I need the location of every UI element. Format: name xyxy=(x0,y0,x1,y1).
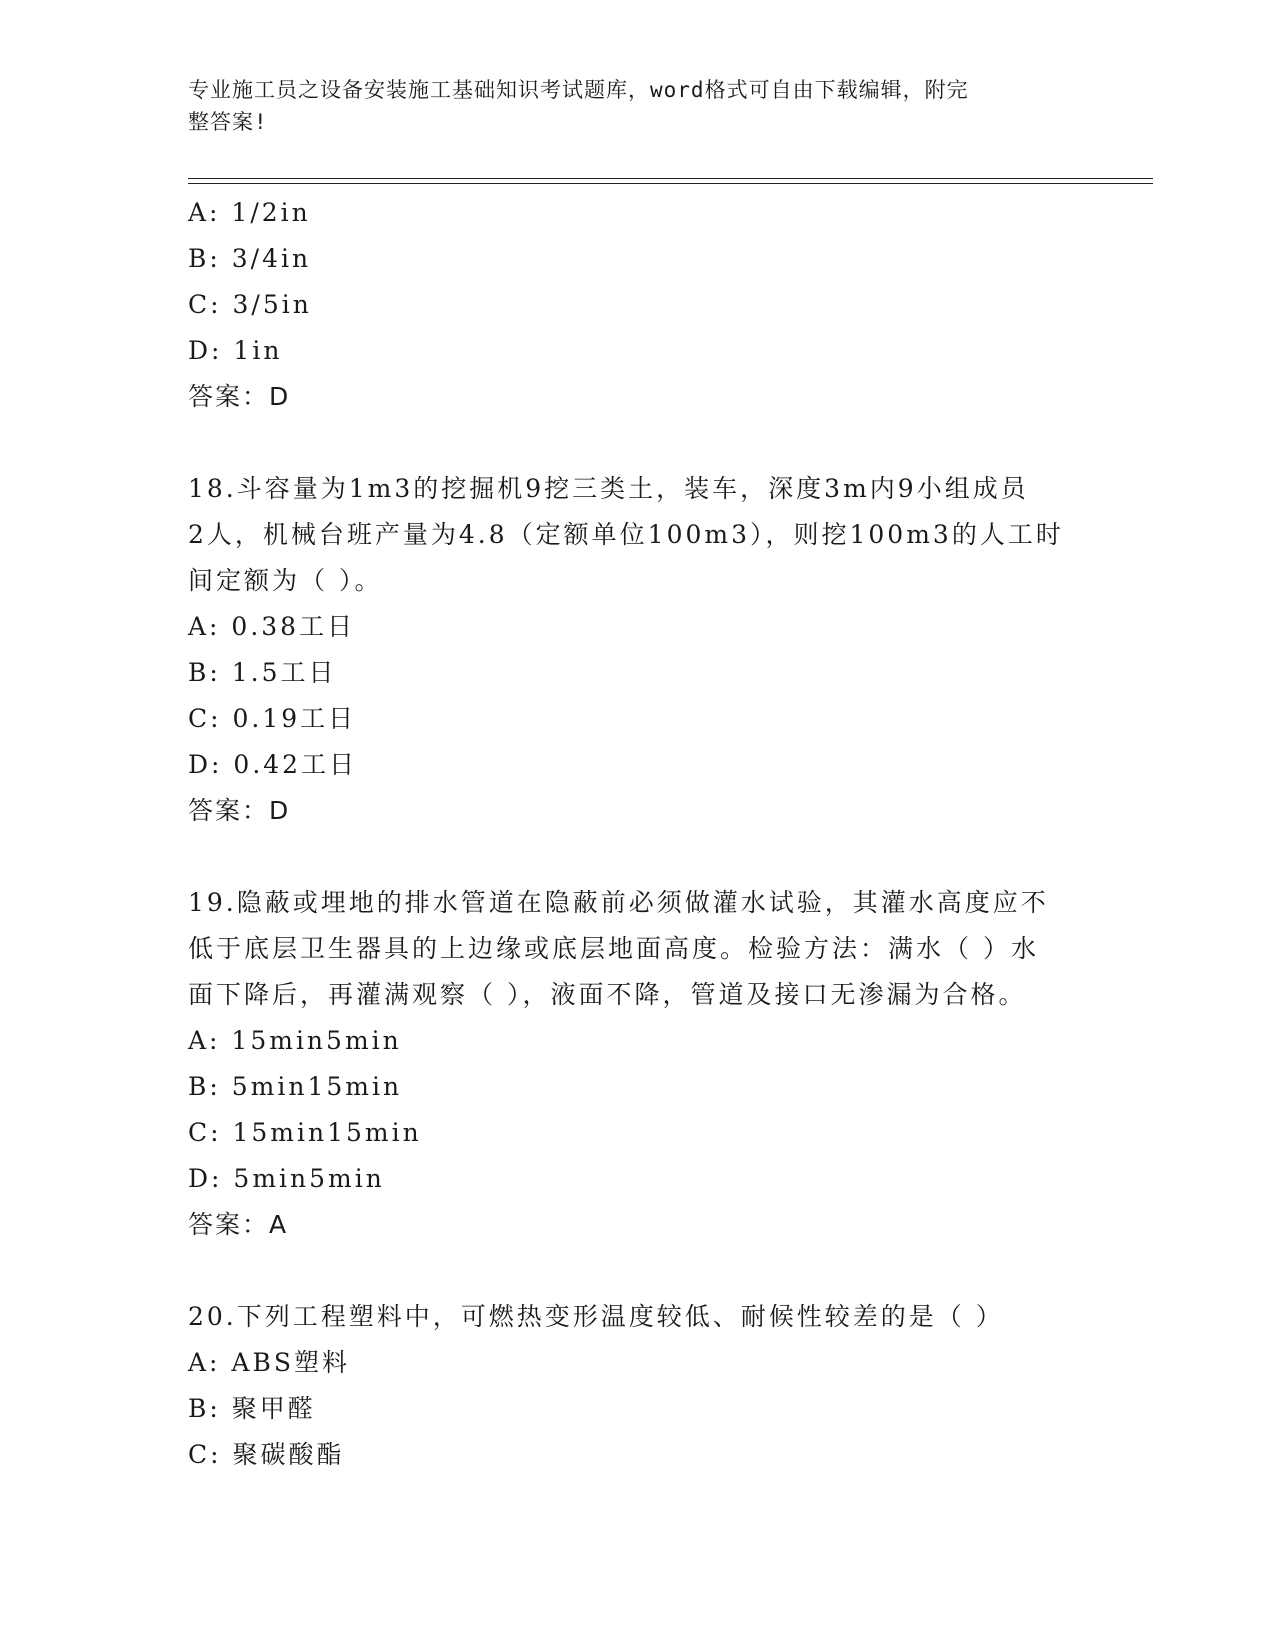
option-d: D: 1in xyxy=(188,336,283,365)
option-c: C: 聚碳酸酯 xyxy=(188,1440,345,1469)
header-divider-bottom xyxy=(188,183,1153,184)
spacer xyxy=(188,1248,1088,1294)
option-b: B: 3/4in xyxy=(188,244,312,273)
option-b: B: 1.5工日 xyxy=(188,658,337,687)
option-a: A: 1/2in xyxy=(188,198,311,227)
question-text-line: 面下降后，再灌满观察（ ），液面不降，管道及接口无渗漏为合格。 xyxy=(188,980,1027,1009)
option-a: A: 0.38工日 xyxy=(188,612,356,641)
header-line-2: 整答案! xyxy=(188,110,268,134)
option-a: A: 15min5min xyxy=(188,1026,402,1055)
question-content xyxy=(188,190,1088,1478)
option-d: D: 5min5min xyxy=(188,1164,385,1193)
option-b: B: 5min15min xyxy=(188,1072,403,1101)
question-18 xyxy=(188,466,1088,834)
answer-line: 答案：D xyxy=(188,796,291,825)
question-text-line: 19.隐蔽或埋地的排水管道在隐蔽前必须做灌水试验，其灌水高度应不 xyxy=(188,888,1049,917)
option-a: A: ABS塑料 xyxy=(188,1348,350,1377)
question-text-line: 2人，机械台班产量为4.8（定额单位100m3），则挖100m3的人工时 xyxy=(188,520,1064,549)
header-line-1: 专业施工员之设备安装施工基础知识考试题库，word格式可自由下载编辑，附完 xyxy=(188,78,969,102)
document-header xyxy=(188,74,1068,138)
answer-line: 答案：A xyxy=(188,1210,289,1239)
question-17-options xyxy=(188,190,1088,420)
option-b: B: 聚甲醛 xyxy=(188,1394,316,1423)
answer-line: 答案：D xyxy=(188,382,291,411)
question-19 xyxy=(188,880,1088,1248)
spacer xyxy=(188,420,1088,466)
spacer xyxy=(188,834,1088,880)
option-d: D: 0.42工日 xyxy=(188,750,358,779)
option-c: C: 3/5in xyxy=(188,290,312,319)
header-divider-top xyxy=(188,178,1153,179)
option-c: C: 0.19工日 xyxy=(188,704,357,733)
question-text-line: 18.斗容量为1m3的挖掘机9挖三类土，装车，深度3m内9小组成员 xyxy=(188,474,1029,503)
question-20 xyxy=(188,1294,1088,1478)
question-text-line: 低于底层卫生器具的上边缘或底层地面高度。检验方法：满水（ ）水 xyxy=(188,934,1039,963)
option-c: C: 15min15min xyxy=(188,1118,422,1147)
question-text-line: 间定额为（ ）。 xyxy=(188,566,383,595)
question-text-line: 20.下列工程塑料中，可燃热变形温度较低、耐候性较差的是（ ） xyxy=(188,1302,1004,1331)
